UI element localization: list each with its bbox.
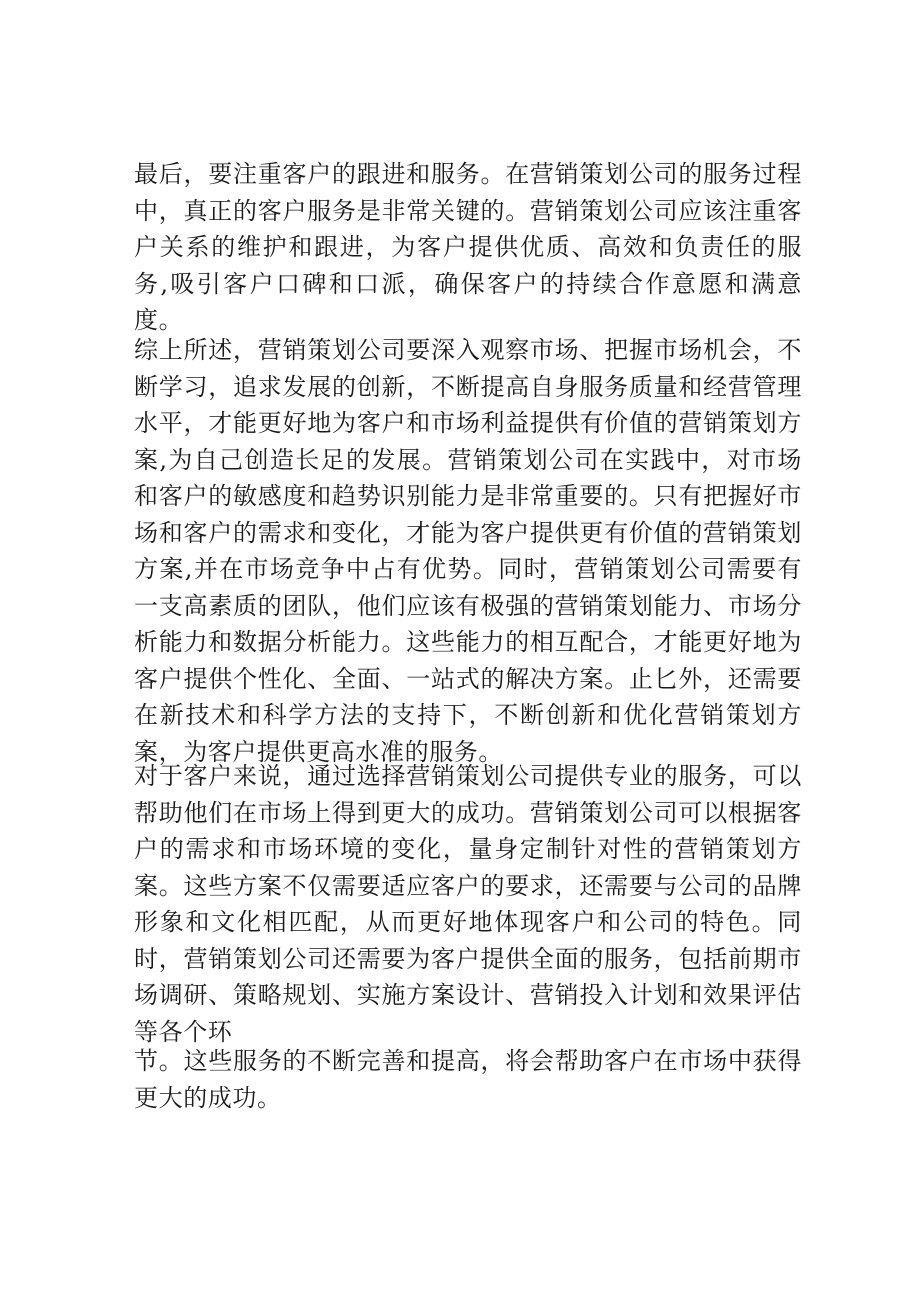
paragraph-summary: 综上所述，营销策划公司要深入观察市场、把握市场机会，不断学习，追求发展的创新，不断提高自身服务质量和经营管理水平，才能更好地为客户和市场利益提供有价值的营销策划方案,为自己创造长足的发展。营销策划公司在实践中，对市场和客户的敏感度和趋势识别能力是非常重要的。只有把握好市场和客户的需求和变化，才能为客户提供更有价值的营销策划方案,并在市场竞争中占有优势。同时，营销策划公司需要有一支高素质的团队，他们应该有极强的营销策划能力、市场分析能力和数据分析能力。这些能力的相互配合，才能更好地为客户提供个性化、全面、一站式的解决方案。止匕外，还需要在新技术和科学方法的支持下，不断创新和优化营销策划方案，为客户提供更高水准的服务。 [134, 336, 802, 766]
paragraph-conclusion: 节。这些服务的不断完善和提高，将会帮助客户在市场中获得更大的成功。 [134, 1047, 802, 1112]
paragraph-client-benefits: 对于客户来说，通过选择营销策划公司提供专业的服务，可以帮助他们在市场上得到更大的成功。营销策划公司可以根据客户的需求和市场环境的变化，量身定制针对性的营销策划方案。这些方案不仅需要适应客户的要求，还需要与公司的品牌形象和文化相匹配，从而更好地体现客户和公司的特色。同时，营销策划公司还需要为客户提供全面的服务，包括前期市场调研、策略规划、实施方案设计、营销投入计划和效果评估等各个环 [134, 762, 802, 1046]
paragraph-customer-service: 最后，要注重客户的跟进和服务。在营销策划公司的服务过程中，真正的客户服务是非常关键的。营销策划公司应该注重客户关系的维护和跟进，为客户提供优质、高效和负责任的服务,吸引客户口碑和口派，确保客户的持续合作意愿和满意度。 [134, 160, 802, 334]
